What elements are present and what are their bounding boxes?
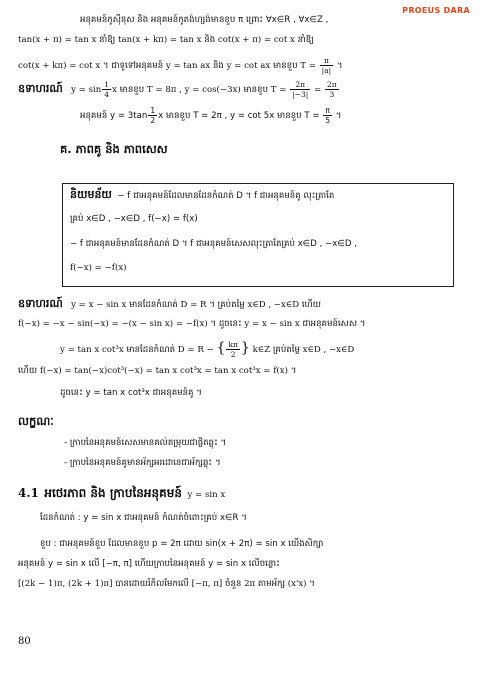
section-4-1-domain: ដែនកំណត់ : y = sin x ជាអនុគមន៍ កំណត់ចំពោះគ្រប់ x∈R ។ <box>40 513 247 523</box>
definition-line-4: f(−x) = −f(x) <box>70 263 127 273</box>
example-1-line-2-end: ។ <box>335 111 342 121</box>
section-4-1-period-line-1: ខួប : ជាអនុគមន៍ខួប ដែលមានខួប p = 2π ដោយ sin(x + 2π) = sin x យើងសិក្សា <box>40 539 324 549</box>
section-4-1-func: y = sin x <box>187 490 226 500</box>
example-2-brace-num: kπ <box>228 340 238 349</box>
example-1-line-1 <box>18 80 340 99</box>
example-2-line-3 <box>60 340 354 359</box>
page-number: 80 <box>18 636 31 647</box>
definition-label: និយមន័យ <box>70 188 112 201</box>
period-fraction-denominator: |a| <box>321 66 332 75</box>
example-1-frac-c-den: 3 <box>329 90 335 99</box>
periodic-line-1: អនុគមន៍កូស៊ីនុស និង​ អនុគមន៍កូតង់ហ្សង់មានខួប π ព្រោះ ∀x∈R , ∀x∈Z , <box>80 15 329 25</box>
example-1-frac-d <box>148 106 157 125</box>
header-brand: PROEUS DARA <box>402 6 470 15</box>
example-2-line-5: ដូចនេះ y = tan x cot³x ជាអនុគមន៍គូ ។ <box>60 388 202 398</box>
definition-line-2: គ្រប់ x∈D , −x∈D , f(−x) = f(x) <box>70 214 198 224</box>
example-1-frac-a-num: 1 <box>104 80 110 89</box>
example-2-line-1-text: y = x − sin x មានដែនកំណត់ D = R ។ គ្រប់តម្លៃ x∈D , −x∈D ហើយ <box>71 300 321 310</box>
example-2-brace-den: 2 <box>230 350 236 359</box>
definition-line-1 <box>70 189 334 202</box>
example-2-line-1 <box>18 298 321 311</box>
section-4-1-title: អថេរភាព និង​ ក្រាបនៃអនុគមន៍ <box>44 486 182 500</box>
example-2-label: ឧទាហរណ៍ <box>18 297 63 310</box>
properties-title: លក្ខណៈ <box>18 414 54 428</box>
example-1-frac-b <box>290 80 310 99</box>
section-g-title: គ. ភាពគូ និង​ ភាពសេស <box>60 142 168 156</box>
left-brace-symbol: { <box>216 340 226 356</box>
example-1-line-2 <box>80 106 341 125</box>
section-4-1-period-line-2: អនុគមន៍ y = sin x លើ [−π, π] ហើយក្រាបនៃអនុគមន៍ y = sin x លើចន្លោះ <box>18 559 280 569</box>
periodic-line-2: tan(x + π) = tan x នាំឱ្យ tan(x + kπ) = tan x និង cot(x + π) = cot x នាំឱ្យ <box>18 35 314 45</box>
example-1-frac-e <box>323 106 332 125</box>
section-4-1-period-line-3: [(2k − 1)π, (2k + 1)π] បានដោយរំកិលមែកលើ [−π, π] ចំនួន 2π តាមអ័ក្ស (x'x) ។ <box>18 579 315 589</box>
example-1-frac-e-den: 5 <box>325 116 331 125</box>
section-4-1-heading <box>18 487 225 501</box>
example-1-frac-b-den: |−3| <box>292 90 309 99</box>
example-1-label: ឧទាហរណ៍ <box>18 82 63 95</box>
periodic-line-3 <box>18 56 343 75</box>
right-brace-symbol: } <box>240 340 250 356</box>
example-1-frac-c <box>325 80 339 99</box>
definition-line-1-text: − f ជាអនុគមន៍ដែលមានដែនកំណត់ D ។ f ជាអនុគមន៍គូ លុះត្រាតែ <box>117 191 335 201</box>
section-4-1-number: 4.1 <box>18 486 39 500</box>
example-1-line-2-text: អនុគមន៍ y = 3tan <box>80 111 148 121</box>
example-1-func-a2: x មានខួប T = 8π , y = cos(−3x) មានខួប T = <box>112 85 287 95</box>
properties-item-2: - ក្រាបនៃអនុគមន៍គូមានអ័ក្សអរដោនេជាអ័ក្សឆ្លុះ ។ <box>64 458 221 468</box>
periodic-line-3-text: cot(x + kπ) = cot x ។ ជាទូទៅអនុគមន៍ y = tan ax និង y = cot ax មានខួប T = <box>18 61 316 71</box>
example-2-brace-frac <box>226 340 239 359</box>
period-fraction-numerator: π <box>320 56 334 66</box>
example-1-func-a: y = sin <box>71 85 102 95</box>
properties-item-1: - ក្រាបនៃអនុគមន៍សេសមានគល់តម្រុយជាផ្ចិតឆ្លុះ ។ <box>64 438 227 448</box>
example-2-line-4: ហើយ f(−x) = tan(−x)cot³(−x) = tan x cot³x = tan x cot³x = f(x) ។ <box>18 366 297 376</box>
example-1-frac-a-den: 4 <box>104 90 110 99</box>
definition-line-3: − f ជាអនុគមន៍មានដែនកំណត់ D ។ f ជាអនុគមន៍សេសលុះត្រាតែគ្រប់ x∈D , −x∈D , <box>70 239 357 249</box>
example-1-line-2-mid: x មានខួប T = 2π , y = cot 5x មានខួប T = <box>158 111 320 121</box>
example-1-frac-c-num: 2π <box>326 80 337 89</box>
example-2-line-3-end: k∈Z គ្រប់តម្លៃ x∈D , −x∈D <box>252 345 355 355</box>
example-1-frac-a <box>102 80 111 99</box>
example-2-line-3-text: y = tan x cot³x មានដែនកំណត់ D = R − <box>60 345 214 355</box>
period-fraction <box>320 56 334 75</box>
example-1-frac-b-num: 2π <box>290 80 310 90</box>
example-1-frac-d-den: 2 <box>150 116 156 125</box>
example-1-equals: = <box>314 85 322 95</box>
periodic-line-3-end: ។ <box>336 61 343 71</box>
example-1-frac-d-num: 1 <box>150 106 156 115</box>
example-1-frac-e-num: π <box>323 106 332 116</box>
example-2-line-2: f(−x) = −x − sin(−x) = −(x − sin x) = −f(x) ។ ដូចនេះ y = x − sin x ជាអនុគមន៍សេស ។ <box>18 319 366 329</box>
